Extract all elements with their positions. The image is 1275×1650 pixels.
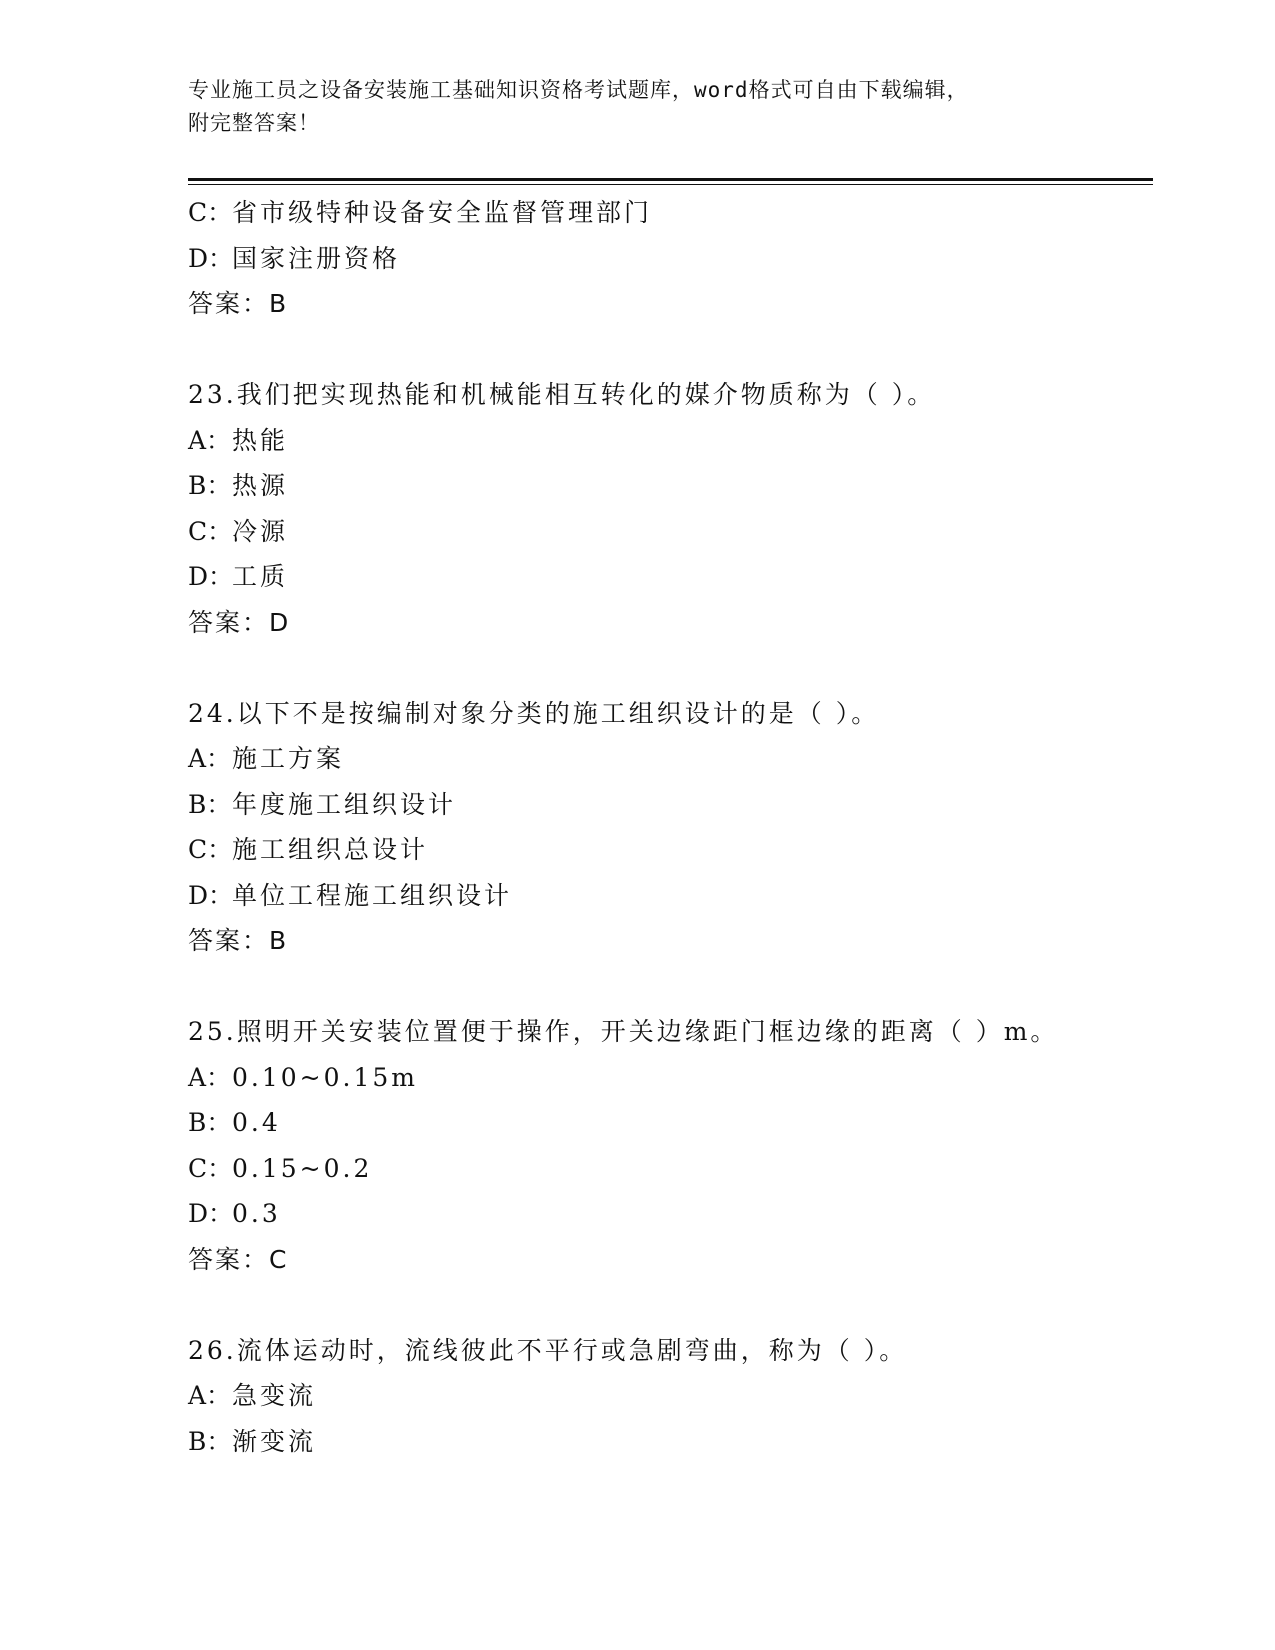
option-c (188, 190, 1153, 236)
question-stem: 25.照明开关安装位置便于操作，开关边缘距门框边缘的距离（ ）m。 (188, 1017, 1059, 1046)
option-label: C： (188, 1153, 233, 1183)
option-label: B： (188, 789, 232, 819)
question-block-23 (188, 372, 1153, 645)
option-text: 冷源 (232, 516, 289, 546)
option-c (188, 827, 1153, 873)
option-text: 年度施工组织设计 (232, 789, 457, 819)
option-text: 0.10~0.15m (232, 1062, 418, 1092)
header-line-1: 专业施工员之设备安装施工基础知识资格考试题库，word格式可自由下载编辑， (188, 78, 969, 102)
option-text: 施工方案 (232, 744, 345, 773)
option-b (188, 463, 1153, 509)
option-label: A： (188, 1381, 232, 1410)
option-label: C： (188, 516, 233, 546)
option-label: C： (188, 835, 233, 864)
option-text: 工质 (232, 562, 289, 591)
option-label: C： (188, 198, 233, 227)
option-d (188, 554, 1153, 600)
option-label: B： (188, 471, 232, 500)
option-b (188, 782, 1153, 828)
question-stem: 24.以下不是按编制对象分类的施工组织设计的是（ ）。 (188, 698, 880, 728)
option-text: 0.3 (232, 1199, 281, 1228)
question-list (188, 190, 1153, 1464)
option-a (188, 1055, 1153, 1101)
option-label: B： (188, 1426, 232, 1456)
option-label: B： (188, 1108, 232, 1137)
option-text: 单位工程施工组织设计 (232, 880, 513, 910)
option-d (188, 236, 1153, 282)
answer-line: 答案：B (188, 926, 289, 955)
question-block-26 (188, 1328, 1153, 1465)
option-c (188, 1146, 1153, 1192)
option-text: 热能 (232, 425, 289, 455)
option-text: 0.15~0.2 (232, 1153, 373, 1183)
option-label: A： (188, 744, 232, 773)
option-d (188, 873, 1153, 919)
question-block-25 (188, 1009, 1153, 1282)
question-stem: 23.我们把实现热能和机械能相互转化的媒介物质称为（ ）。 (188, 380, 936, 409)
answer-line: 答案：C (188, 1244, 289, 1274)
option-label: D： (188, 880, 234, 910)
option-label: A： (188, 1062, 232, 1092)
option-text: 急变流 (232, 1381, 317, 1410)
option-label: D： (188, 562, 234, 591)
option-c (188, 509, 1153, 555)
option-label: D： (188, 1199, 234, 1228)
header-divider-thick (188, 178, 1153, 181)
option-text: 0.4 (232, 1108, 281, 1137)
option-label: D： (188, 243, 234, 273)
answer-line: 答案：B (188, 289, 289, 318)
answer-line: 答案：D (188, 607, 291, 637)
header-line-2: 附完整答案！ (188, 111, 320, 135)
option-d (188, 1191, 1153, 1237)
option-b (188, 1100, 1153, 1146)
option-label: A： (188, 425, 232, 455)
option-a (188, 736, 1153, 782)
option-text: 国家注册资格 (232, 243, 401, 273)
question-block-24 (188, 691, 1153, 964)
option-text: 热源 (232, 471, 289, 500)
option-b (188, 1419, 1153, 1465)
header-divider-thin (188, 184, 1153, 185)
option-text: 施工组织总设计 (232, 835, 429, 864)
option-text: 渐变流 (232, 1426, 317, 1456)
question-stem: 26.流体运动时，流线彼此不平行或急剧弯曲，称为（ ）。 (188, 1335, 908, 1365)
option-a (188, 418, 1153, 464)
carryover-block (188, 190, 1153, 327)
page-header (188, 74, 1088, 140)
option-a (188, 1373, 1153, 1419)
option-text: 省市级特种设备安全监督管理部门 (232, 198, 653, 227)
